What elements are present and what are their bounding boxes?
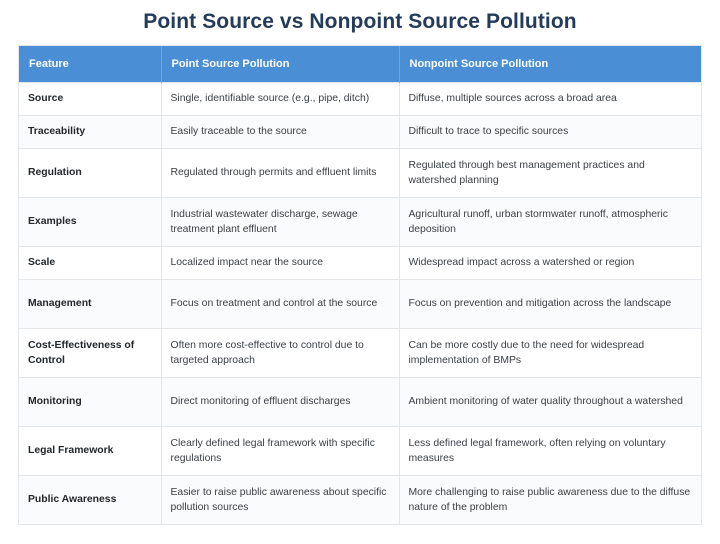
- nonpoint-source-cell: Ambient monitoring of water quality throughout a watershed: [399, 377, 701, 426]
- nonpoint-source-cell: Can be more costly due to the need for widespread implementation of BMPs: [399, 328, 701, 377]
- table-row: [19, 197, 701, 246]
- feature-cell: Legal Framework: [19, 426, 161, 475]
- point-source-cell: Clearly defined legal framework with specific regulations: [161, 426, 399, 475]
- table-row: [19, 279, 701, 328]
- point-source-cell: Often more cost-effective to control due to targeted approach: [161, 328, 399, 377]
- table-row: [19, 82, 701, 115]
- feature-cell: Management: [19, 279, 161, 328]
- nonpoint-source-cell: Less defined legal framework, often relying on voluntary measures: [399, 426, 701, 475]
- point-source-cell: Easier to raise public awareness about specific pollution sources: [161, 475, 399, 524]
- header-feature: Feature: [19, 46, 161, 82]
- feature-cell: Traceability: [19, 115, 161, 148]
- nonpoint-source-cell: Diffuse, multiple sources across a broad area: [399, 82, 701, 115]
- table-row: [19, 475, 701, 524]
- table-row: [19, 377, 701, 426]
- feature-cell: Cost-Effectiveness of Control: [19, 328, 161, 377]
- feature-cell: Regulation: [19, 148, 161, 197]
- table-header: [19, 46, 701, 82]
- page-title: Point Source vs Nonpoint Source Pollution: [143, 10, 577, 33]
- point-source-cell: Easily traceable to the source: [161, 115, 399, 148]
- header-nonpoint-source: Nonpoint Source Pollution: [399, 46, 701, 82]
- comparison-table-grid: [19, 46, 701, 524]
- nonpoint-source-cell: Regulated through best management practices and watershed planning: [399, 148, 701, 197]
- comparison-table: [18, 45, 702, 525]
- table-body: [19, 82, 701, 524]
- point-source-cell: Direct monitoring of effluent discharges: [161, 377, 399, 426]
- feature-cell: Examples: [19, 197, 161, 246]
- point-source-cell: Regulated through permits and effluent limits: [161, 148, 399, 197]
- table-row: [19, 246, 701, 279]
- table-row: [19, 115, 701, 148]
- feature-cell: Source: [19, 82, 161, 115]
- nonpoint-source-cell: Focus on prevention and mitigation across the landscape: [399, 279, 701, 328]
- feature-cell: Public Awareness: [19, 475, 161, 524]
- nonpoint-source-cell: Agricultural runoff, urban stormwater runoff, atmospheric deposition: [399, 197, 701, 246]
- point-source-cell: Industrial wastewater discharge, sewage treatment plant effluent: [161, 197, 399, 246]
- point-source-cell: Single, identifiable source (e.g., pipe, ditch): [161, 82, 399, 115]
- point-source-cell: Localized impact near the source: [161, 246, 399, 279]
- table-row: [19, 328, 701, 377]
- table-row: [19, 426, 701, 475]
- feature-cell: Monitoring: [19, 377, 161, 426]
- header-point-source: Point Source Pollution: [161, 46, 399, 82]
- nonpoint-source-cell: More challenging to raise public awareness due to the diffuse nature of the problem: [399, 475, 701, 524]
- nonpoint-source-cell: Difficult to trace to specific sources: [399, 115, 701, 148]
- header-row: [19, 46, 701, 82]
- feature-cell: Scale: [19, 246, 161, 279]
- nonpoint-source-cell: Widespread impact across a watershed or region: [399, 246, 701, 279]
- table-row: [19, 148, 701, 197]
- point-source-cell: Focus on treatment and control at the source: [161, 279, 399, 328]
